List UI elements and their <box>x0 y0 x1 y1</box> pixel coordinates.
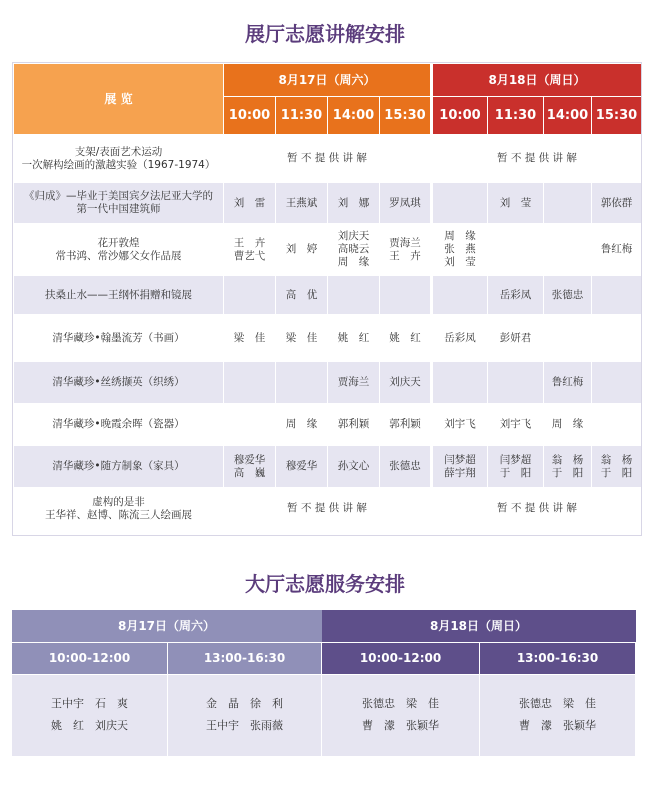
guide-volunteer-cell <box>224 315 276 362</box>
guide-volunteer-cell <box>544 183 592 224</box>
volunteer-name: 孙文心 <box>337 460 370 472</box>
exhibit-name <box>14 404 224 446</box>
volunteer-name: 郭利颖 <box>337 418 370 430</box>
volunteer-name: 于 阳 <box>600 466 633 479</box>
volunteer-name: 高晓云 <box>337 243 370 255</box>
time-slot-header: 10:00 <box>432 97 488 135</box>
volunteer-name: 罗凤琪 <box>389 196 421 209</box>
guide-volunteer-cell <box>224 404 276 446</box>
exhibit-name-line: 清华藏珍•晚霞余晖（瓷器） <box>52 418 185 430</box>
exhibit-row <box>14 488 642 530</box>
volunteer-name: 姚 红 <box>389 331 421 344</box>
exhibit-row <box>14 135 642 183</box>
guide-volunteer-cell <box>544 315 592 362</box>
time-slot-header: 11:30 <box>488 97 544 135</box>
guide-volunteer-cell <box>380 446 432 488</box>
guide-volunteer-cell <box>380 276 432 315</box>
volunteer-name: 刘 雷 <box>233 196 266 209</box>
service-time-header: 13:00-16:30 <box>480 642 636 674</box>
volunteer-name: 王燕斌 <box>285 196 318 209</box>
exhibit-name-line: 支架/表面艺术运动 <box>74 145 163 158</box>
guide-schedule-table <box>13 63 642 530</box>
volunteer-name: 周 缘 <box>444 230 476 242</box>
volunteer-name: 刘宇飞 <box>499 418 532 430</box>
time-slot-header: 11:30 <box>276 97 328 135</box>
volunteer-name: 周 缘 <box>551 418 584 430</box>
guide-volunteer-cell <box>488 276 544 315</box>
guide-volunteer-cell <box>380 404 432 446</box>
guide-volunteer-cell <box>224 362 276 404</box>
exhibit-name-line: 扶桑止水——王纲怀捐赠和镜展 <box>45 288 192 301</box>
exhibit-name-line: 清华藏珍•丝绣撷英（织绣） <box>52 376 185 388</box>
guide-volunteer-cell <box>276 404 328 446</box>
guide-volunteer-cell <box>488 183 544 224</box>
guide-volunteer-cell <box>592 315 642 362</box>
volunteer-name: 张德忠 <box>389 460 421 472</box>
guide-volunteer-cell <box>544 276 592 315</box>
service-schedule-table <box>11 610 636 757</box>
volunteer-name: 高 优 <box>285 288 318 301</box>
exhibit-name-line: 王华祥、赵博、陈流三人绘画展 <box>45 508 192 521</box>
service-time-header: 10:00-12:00 <box>322 642 480 674</box>
guide-volunteer-cell <box>592 276 642 315</box>
service-day2-header: 8月18日（周日） <box>322 610 636 642</box>
guide-volunteer-cell <box>432 315 488 362</box>
time-slot-header: 10:00 <box>224 97 276 135</box>
time-slot-header: 15:30 <box>380 97 432 135</box>
exhibit-name <box>14 446 224 488</box>
volunteer-name: 梁 佳 <box>285 331 318 344</box>
service-volunteer-cell <box>12 674 168 756</box>
guide-volunteer-cell <box>276 183 328 224</box>
volunteer-name: 彭妍君 <box>499 331 532 344</box>
service-volunteer-cell <box>168 674 322 756</box>
volunteer-name: 鲁红梅 <box>551 376 584 388</box>
volunteer-pair: 张德忠 梁 佳 <box>362 697 439 710</box>
volunteer-name: 刘 娜 <box>337 196 370 209</box>
volunteer-name: 高 巍 <box>233 466 266 479</box>
day1-header: 8月17日（周六） <box>224 64 432 97</box>
no-guide-notice: 暂 不 提 供 讲 解 <box>432 135 642 183</box>
exhibit-name-line: 清华藏珍•随方制象（家具） <box>52 460 185 472</box>
guide-volunteer-cell <box>224 183 276 224</box>
guide-volunteer-cell <box>328 404 380 446</box>
volunteer-pair: 曹 濛 张颖华 <box>519 719 596 732</box>
volunteer-name: 穆爱华 <box>233 453 266 466</box>
exhibit-name <box>14 135 224 183</box>
volunteer-name: 周 缘 <box>337 256 370 268</box>
guide-volunteer-cell <box>432 224 488 276</box>
service-volunteer-cell <box>322 674 480 756</box>
volunteer-name: 曹艺弋 <box>233 249 266 262</box>
volunteer-pair: 王中宇 张雨薇 <box>206 719 283 732</box>
exhibit-name <box>14 362 224 404</box>
service-volunteer-cell <box>480 674 636 756</box>
exhibit-row <box>14 404 642 446</box>
exhibit-row <box>14 315 642 362</box>
guide-volunteer-cell <box>592 362 642 404</box>
volunteer-name: 鲁红梅 <box>600 243 633 255</box>
volunteer-name: 闫梦超 <box>444 453 476 466</box>
guide-volunteer-cell <box>276 446 328 488</box>
exhibit-name-line: 常书鸿、常沙娜父女作品展 <box>55 249 182 262</box>
guide-volunteer-cell <box>224 276 276 315</box>
exhibit-row <box>14 224 642 276</box>
volunteer-name: 岳彩凤 <box>499 288 532 301</box>
guide-volunteer-cell <box>592 446 642 488</box>
volunteer-name: 翁 杨 <box>600 453 633 466</box>
guide-volunteer-cell <box>488 362 544 404</box>
guide-volunteer-cell <box>432 183 488 224</box>
exhibit-name <box>14 488 224 530</box>
volunteer-name: 于 阳 <box>499 466 532 479</box>
guide-volunteer-cell <box>328 446 380 488</box>
volunteer-name: 刘庆天 <box>389 376 421 388</box>
exhibit-row <box>14 362 642 404</box>
guide-volunteer-cell <box>488 446 544 488</box>
volunteer-name: 张 燕 <box>444 243 476 255</box>
time-slot-header: 14:00 <box>328 97 380 135</box>
guide-volunteer-cell <box>488 224 544 276</box>
service-schedule-title: 大厅志愿服务安排 <box>245 572 405 596</box>
exhibit-name <box>14 183 224 224</box>
guide-volunteer-cell <box>432 276 488 315</box>
exhibit-name <box>14 276 224 315</box>
guide-volunteer-cell <box>328 362 380 404</box>
no-guide-notice: 暂 不 提 供 讲 解 <box>224 488 432 530</box>
volunteer-name: 梁 佳 <box>233 331 266 344</box>
volunteer-pair: 姚 红 刘庆天 <box>51 719 128 732</box>
guide-volunteer-cell <box>432 362 488 404</box>
volunteer-name: 于 阳 <box>551 466 584 479</box>
exhibit-name <box>14 315 224 362</box>
exhibit-column-header: 展 览 <box>14 64 224 135</box>
service-time-header: 13:00-16:30 <box>168 642 322 674</box>
volunteer-name: 贾海兰 <box>389 236 421 249</box>
exhibit-name-line: 清华藏珍•翰墨流芳（书画） <box>52 331 185 344</box>
volunteer-pair: 张德忠 梁 佳 <box>519 697 596 710</box>
guide-volunteer-cell <box>328 224 380 276</box>
exhibit-name <box>14 224 224 276</box>
time-slot-header: 15:30 <box>592 97 642 135</box>
guide-volunteer-cell <box>328 315 380 362</box>
guide-volunteer-cell <box>380 315 432 362</box>
volunteer-name: 薛宇翔 <box>444 466 476 479</box>
volunteer-name: 穆爱华 <box>285 460 318 472</box>
guide-volunteer-cell <box>380 183 432 224</box>
volunteer-name: 姚 红 <box>337 331 370 344</box>
guide-volunteer-cell <box>488 315 544 362</box>
volunteer-name: 贾海兰 <box>337 376 370 388</box>
guide-volunteer-cell <box>276 362 328 404</box>
volunteer-name: 刘 莹 <box>499 196 532 209</box>
exhibit-name-line: 第一代中国建筑师 <box>76 203 161 215</box>
volunteer-name: 周 缘 <box>285 418 318 430</box>
volunteer-name: 刘 婷 <box>285 243 318 255</box>
exhibit-name-line: 一次解构绘画的激越实验（1967-1974） <box>21 158 216 171</box>
guide-volunteer-cell <box>380 224 432 276</box>
guide-volunteer-cell <box>592 224 642 276</box>
volunteer-name: 张德忠 <box>551 288 584 301</box>
service-day1-header: 8月17日（周六） <box>12 610 322 642</box>
volunteer-name: 刘 莹 <box>444 256 476 268</box>
volunteer-name: 刘庆天 <box>337 230 370 242</box>
guide-volunteer-cell <box>544 362 592 404</box>
exhibit-name-line: 花开敦煌 <box>97 236 140 249</box>
guide-volunteer-cell <box>592 404 642 446</box>
volunteer-name: 翁 杨 <box>551 453 584 466</box>
volunteer-name: 王 卉 <box>389 249 421 262</box>
guide-schedule-title: 展厅志愿讲解安排 <box>245 22 405 46</box>
volunteer-pair: 金 晶 徐 利 <box>206 697 283 710</box>
volunteer-name: 王 卉 <box>233 236 266 249</box>
no-guide-notice: 暂 不 提 供 讲 解 <box>432 488 642 530</box>
guide-volunteer-cell <box>276 315 328 362</box>
volunteer-pair: 王中宇 石 爽 <box>51 697 128 710</box>
guide-volunteer-cell <box>224 446 276 488</box>
guide-volunteer-cell <box>544 404 592 446</box>
guide-volunteer-cell <box>432 404 488 446</box>
guide-volunteer-cell <box>328 276 380 315</box>
volunteer-name: 岳彩凤 <box>444 331 476 344</box>
volunteer-name: 刘宇飞 <box>444 418 476 430</box>
exhibit-name-line: 虚构的是非 <box>92 495 145 508</box>
guide-volunteer-cell <box>432 446 488 488</box>
day2-header: 8月18日（周日） <box>432 64 642 97</box>
time-slot-header: 14:00 <box>544 97 592 135</box>
volunteer-name: 郭利颖 <box>389 418 421 430</box>
volunteer-name: 闫梦超 <box>499 453 532 466</box>
guide-volunteer-cell <box>276 276 328 315</box>
exhibit-row <box>14 446 642 488</box>
guide-volunteer-cell <box>592 183 642 224</box>
guide-volunteer-cell <box>224 224 276 276</box>
exhibit-row <box>14 276 642 315</box>
guide-volunteer-cell <box>488 404 544 446</box>
guide-volunteer-cell <box>544 224 592 276</box>
service-time-header: 10:00-12:00 <box>12 642 168 674</box>
volunteer-name: 郭依群 <box>600 196 633 209</box>
exhibit-row <box>14 183 642 224</box>
volunteer-pair: 曹 濛 张颖华 <box>362 719 439 732</box>
exhibit-name-line: 《归成》—毕业于美国宾夕法尼亚大学的 <box>24 190 213 202</box>
guide-volunteer-cell <box>328 183 380 224</box>
guide-volunteer-cell <box>380 362 432 404</box>
guide-volunteer-cell <box>276 224 328 276</box>
no-guide-notice: 暂 不 提 供 讲 解 <box>224 135 432 183</box>
guide-volunteer-cell <box>544 446 592 488</box>
